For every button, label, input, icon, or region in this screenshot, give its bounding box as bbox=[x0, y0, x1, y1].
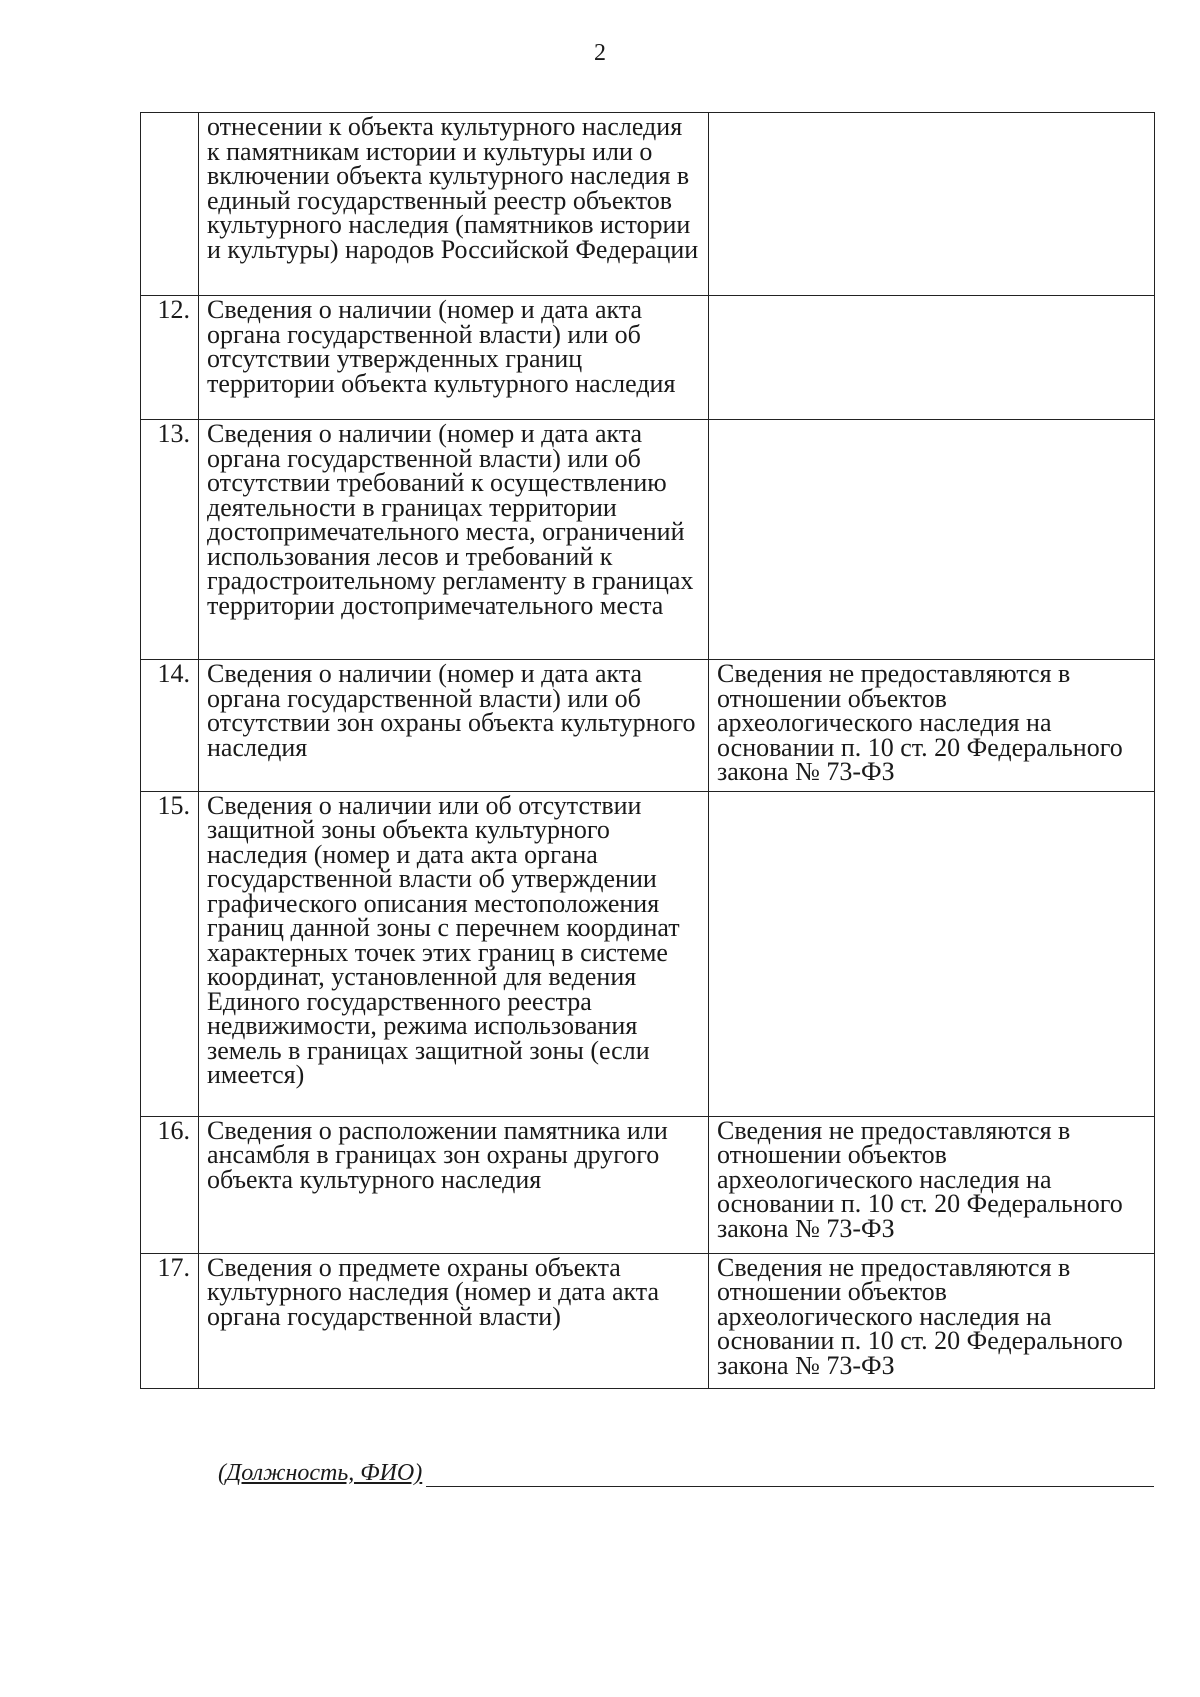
row-description: Сведения о предмете охраны объекта культурного наследия (номер и дата акта органа государственной власти) bbox=[199, 1253, 709, 1388]
signature-block bbox=[218, 1460, 1154, 1487]
row-value bbox=[709, 420, 1155, 660]
row-value: Сведения не предоставляются в отношении объектов археологического наследия на основании п. 10 ст. 20 Федерального закона № 73-ФЗ bbox=[709, 660, 1155, 792]
page-number: 2 bbox=[594, 40, 606, 66]
info-table bbox=[140, 112, 1155, 1389]
row-number: 17. bbox=[141, 1253, 199, 1388]
row-number: 16. bbox=[141, 1116, 199, 1253]
row-number: 12. bbox=[141, 296, 199, 420]
row-number: 13. bbox=[141, 420, 199, 660]
row-description: Сведения о наличии (номер и дата акта органа государственной власти) или об отсутствии требований к осуществлению деятельности в границах территории достопримечательного места, ограничений использования лесов и требований к градостроительному регламенту в границах территории достопримечательного места bbox=[199, 420, 709, 660]
table-row bbox=[141, 791, 1155, 1116]
table-row bbox=[141, 420, 1155, 660]
row-value bbox=[709, 296, 1155, 420]
row-value: Сведения не предоставляются в отношении объектов археологического наследия на основании п. 10 ст. 20 Федерального закона № 73-ФЗ bbox=[709, 1253, 1155, 1388]
table-row bbox=[141, 296, 1155, 420]
table-row bbox=[141, 1253, 1155, 1388]
row-number bbox=[141, 113, 199, 296]
row-description: Сведения о наличии или об отсутствии защитной зоны объекта культурного наследия (номер и дата акта органа государственной власти об утверждении графического описания местоположения границ данной зоны с перечнем координат характерных точек этих границ в системе координат, установленной для ведения Единого государственного реестра недвижимости, режима использования земель в границах защитной зоны (если имеется) bbox=[199, 791, 709, 1116]
row-description: Сведения о наличии (номер и дата акта органа государственной власти) или об отсутствии утвержденных границ территории объекта культурного наследия bbox=[199, 296, 709, 420]
row-value bbox=[709, 791, 1155, 1116]
row-value bbox=[709, 113, 1155, 296]
row-description: Сведения о расположении памятника или ансамбля в границах зон охраны другого объекта культурного наследия bbox=[199, 1116, 709, 1253]
row-number: 15. bbox=[141, 791, 199, 1116]
signature-label: (Должность, ФИО) bbox=[218, 1460, 423, 1486]
row-value: Сведения не предоставляются в отношении объектов археологического наследия на основании п. 10 ст. 20 Федерального закона № 73-ФЗ bbox=[709, 1116, 1155, 1253]
table-row bbox=[141, 1116, 1155, 1253]
signature-line bbox=[426, 1464, 1154, 1487]
row-description: отнесении к объекта культурного наследия к памятникам истории и культуры или о включении объекта культурного наследия в единый государственный реестр объектов культурного наследия (памятников истории и культуры) народов Российской Федерации bbox=[199, 113, 709, 296]
row-number: 14. bbox=[141, 660, 199, 792]
table-row bbox=[141, 113, 1155, 296]
table-row bbox=[141, 660, 1155, 792]
row-description: Сведения о наличии (номер и дата акта органа государственной власти) или об отсутствии зон охраны объекта культурного наследия bbox=[199, 660, 709, 792]
